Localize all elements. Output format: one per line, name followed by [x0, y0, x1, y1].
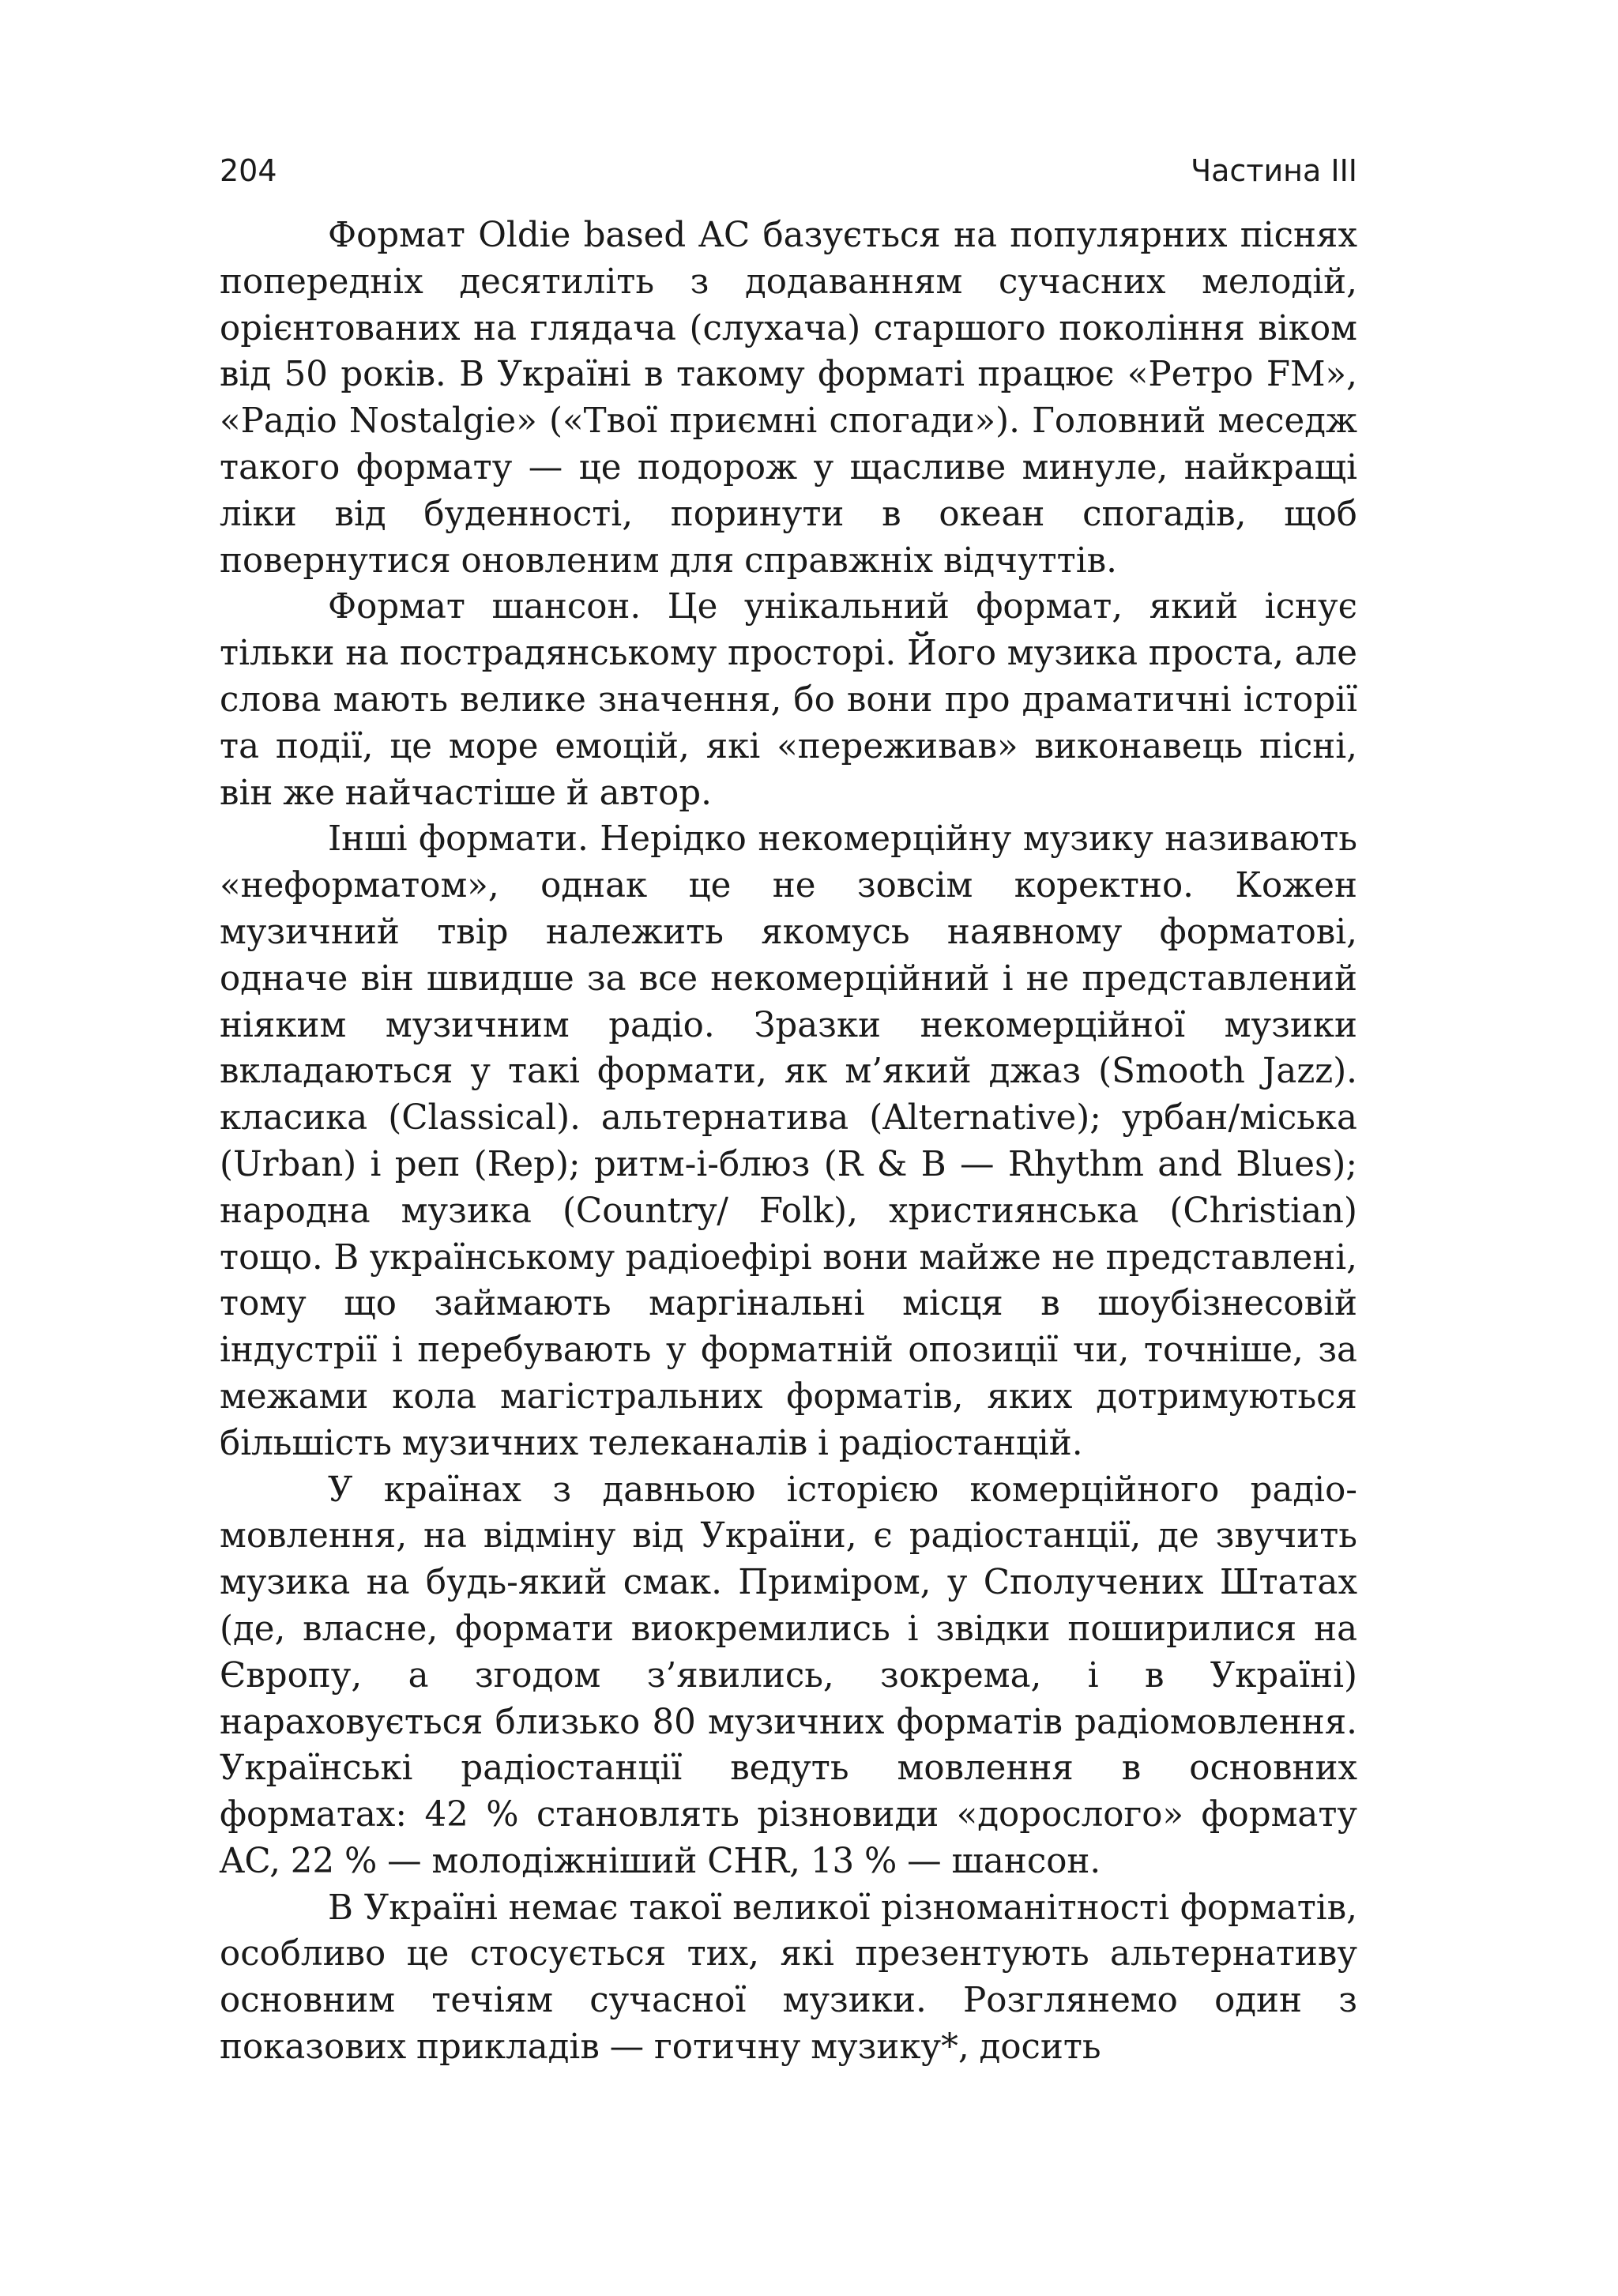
- body-text: [220, 213, 1357, 2071]
- paragraph-chanson-format: Формат шансон. Це унікальний формат, який існує тільки на пострадянському просторі. Його музика проста, але слова мають велике значення, бо вони про драматичні історії та події, це море емоцій, які «переживав» виконавець пісні, він же найчастіше й автор.: [220, 587, 1357, 813]
- paragraph-commercial-radio: У країнах з давньою історією комерційного радіомовлення, на відміну від України, є радіостанції, де звучить музика на будь-який смак. Приміром, у Сполучених Штатах (де, власне, формати виокремились і звідки поширилися на Європу, а згодом з’явились, зокрема, і в Україні) нараховується близько 80 музичних форматів радіомовлення. Українські радіостанції ведуть мовлення в основних форматах: 42 % становлять різновиди «дорослого» формату AC, 22 % — молодіжніший CHR, 13 % — шансон.: [220, 1470, 1357, 1881]
- paragraph-gothic-music: В Україні немає такої великої різноманітності форматів, особливо це стосується тих, які презентують альтернативу основним течіям сучасної музики. Розглянемо один з показових прикладів — готичну музику*, досить: [220, 1888, 1357, 2068]
- page-header: [220, 147, 1357, 194]
- page-number: 204: [220, 153, 277, 188]
- running-head: Частина ІІІ: [1191, 153, 1357, 188]
- paragraph-oldie-based-ac: Формат Oldie based AC базується на популярних піснях попередніх десятиліть з додаванням сучасних мелодій, орієнтованих на глядача (слухача) старшого покоління віком від 50 років. В Україні в такому форматі працює «Ретро FM», «Радіо Nostalgie» («Твої приємні спогади»). Головний меседж такого формату — це подорож у щасливе минуле, найкращі ліки від буденності, поринути в океан спогадів, щоб повернутися оновленим для справжніх відчуттів.: [220, 216, 1357, 581]
- paragraph-other-formats: Інші формати. Нерідко некомерційну музику називають «неформатом», однак це не зовсім коректно. Кожен музичний твір належить якомусь наявному форматові, одначе він швидше за все некомерційний і не представлений ніяким музичним радіо. Зразки некомерційної музики вкладаються у такі формати, як м’який джаз (Smooth Jazz). класика (Classical). альтернатива (Alternative); урбан/міська (Urban) і реп (Rep); ритм-і-блюз (R & B — Rhythm and Blues); народна музика (Country/ Folk), християнська (Christian) тощо. В українському радіоефірі вони майже не представлені, тому що займають маргінальні місця в шоубізнесовій індустрії і перебувають у форматній опозиції чи, точніше, за межами кола магістральних форматів, яких дотримуються більшість музичних телеканалів і радіостанцій.: [220, 819, 1357, 1463]
